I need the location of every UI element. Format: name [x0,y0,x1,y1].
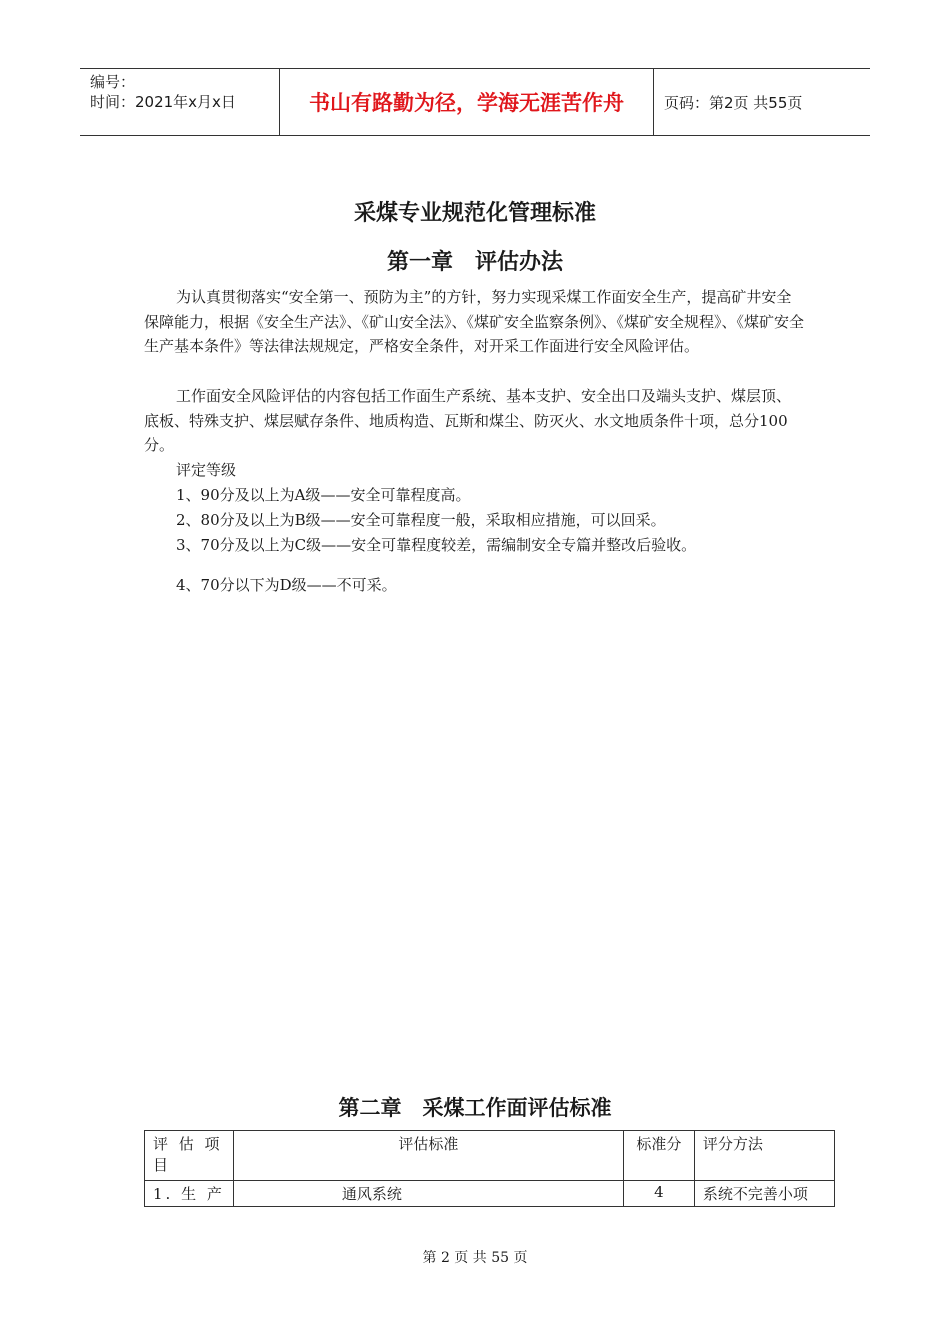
table-header-cell: 标准分 [623,1131,694,1181]
table-header-row [145,1131,835,1181]
page-footer: 第 2 页 共 55 页 [422,1250,528,1266]
evaluation-table [144,1130,835,1207]
table-row [145,1181,835,1207]
grade-list [176,483,696,558]
doc-title: 采煤专业规范化管理标准 [353,201,596,226]
header-page-label: 页码：第2页 共55页 [664,93,803,112]
grade-item: 4、70分以下为D级——不可采。 [176,576,397,594]
table-header-cell: 评 估 项 目 [145,1131,234,1181]
header-meta [80,69,280,135]
table-cell: 4 [623,1181,694,1207]
table-cell: 系统不完善小项 [694,1181,834,1207]
grade-item: 2、80分及以上为B级——安全可靠程度一般，采取相应措施，可以回采。 [176,511,666,529]
paragraph-2: 工作面安全风险评估的内容包括工作面生产系统、基本支护、安全出口及端头支护、煤层顶、底板、特殊支护、煤层赋存条件、地质构造、瓦斯和煤尘、防灭火、水文地质条件十项，总分100分。 [144,387,792,454]
chapter-2-heading: 第二章 采煤工作面评估标准 [338,1096,612,1120]
table-header-cell: 评分方法 [694,1131,834,1181]
doc-number-label: 编号： [90,73,136,91]
page-header [80,68,870,136]
table-cell: 通风系统 [233,1181,623,1207]
table-cell: 1. 生 产 [145,1181,234,1207]
header-motto: 书山有路勤为径，学海无涯苦作舟 [280,69,654,135]
doc-time-label: 时间：2021年x月x日 [90,93,236,111]
grade-item: 1、90分及以上为A级——安全可靠程度高。 [176,486,471,504]
paragraph-1: 为认真贯彻落实“安全第一、预防为主”的方针，努力实现采煤工作面安全生产，提高矿井安全保障能力，根据《安全生产法》、《矿山安全法》、《煤矿安全监察条例》、《煤矿安全规程》、《煤矿安全生产基本条件》等法律法规规定，严格安全条件，对开采工作面进行安全风险评估。 [144,288,805,355]
chapter-1-heading: 第一章 评估办法 [386,250,563,275]
grade-item: 3、70分及以上为C级——安全可靠程度较差，需编制安全专篇并整改后验收。 [176,536,697,554]
table-header-cell: 评估标准 [233,1131,623,1181]
grade-heading: 评定等级 [176,461,237,479]
